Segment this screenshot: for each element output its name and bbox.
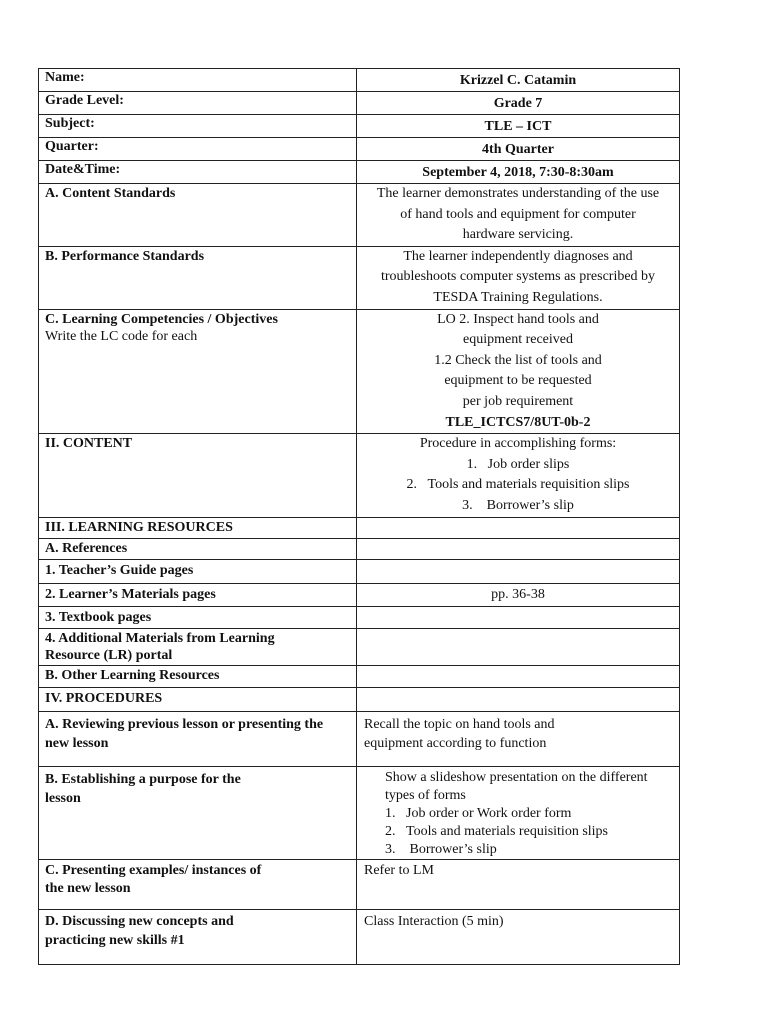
performance-standards-value [357,246,680,309]
row-learners-materials [39,583,680,606]
procedure-b-item [385,805,673,823]
procedure-c-line: the new lesson [45,881,131,896]
competency-line: per job requirement [462,393,574,409]
content-standards-value [357,184,680,247]
teachers-guide-label: 1. Teacher’s Guide pages [39,559,357,583]
learners-materials-value: pp. 36-38 [357,583,680,606]
row-name [39,69,680,92]
procedure-b-value [357,766,680,859]
content-item-num: 2. [406,477,417,493]
procedure-b-item-num: 3. [385,841,396,857]
date-label: Date&Time: [39,161,357,184]
row-references [39,538,680,559]
content-item [363,475,673,496]
grade-label: Grade Level: [39,92,357,115]
procedure-d-line: D. Discussing new concepts and [45,913,234,929]
content-standards-label: A. Content Standards [39,184,357,247]
competencies-label-cell [39,309,357,434]
row-textbook [39,606,680,628]
procedure-b-item [385,841,673,859]
competencies-sublabel: Write the LC code for each [45,329,198,345]
row-competencies [39,309,680,434]
procedure-b-intro: types of forms [385,787,466,803]
textbook-value [357,606,680,628]
content-intro: Procedure in accomplishing forms: [419,436,617,452]
name-value: Krizzel C. Catamin [357,69,680,92]
performance-standards-label: B. Performance Standards [39,246,357,309]
procedure-b-intro: Show a slideshow presentation on the different [385,769,648,785]
procedures-value [357,687,680,711]
procedure-a-line: new lesson [45,736,109,751]
performance-standards-line: TESDA Training Regulations. [433,289,603,305]
competency-line: 1.2 Check the list of tools and [434,352,602,368]
row-additional-materials [39,628,680,665]
row-procedures [39,687,680,711]
row-procedure-a [39,711,680,766]
row-performance-standards [39,246,680,309]
procedure-b-line: lesson [45,791,81,806]
content-item-text: Job order slips [487,456,570,472]
row-teachers-guide [39,559,680,583]
other-resources-label: B. Other Learning Resources [39,665,357,687]
lesson-plan-table [38,68,680,965]
row-procedure-c [39,859,680,909]
content-item-text: Tools and materials requisition slips [427,477,630,493]
textbook-label: 3. Textbook pages [39,606,357,628]
references-label: A. References [39,538,357,559]
procedure-b-item-num: 1. [385,805,396,821]
learning-resources-label: III. LEARNING RESOURCES [39,517,357,538]
row-content [39,434,680,517]
lc-code: TLE_ICTCS7/8UT-0b-2 [445,414,591,430]
name-label: Name: [39,69,357,92]
competency-line: equipment to be requested [444,373,592,389]
procedure-b-item-text: Borrower’s slip [409,841,497,857]
learners-materials-label: 2. Learner’s Materials pages [39,583,357,606]
procedure-a-value-line: Recall the topic on hand tools and [364,716,555,732]
procedure-b-item [385,823,673,841]
teachers-guide-value [357,559,680,583]
content-standards-line: The learner demonstrates understanding of the use [376,186,660,201]
procedure-a-value-line: equipment according to function [364,736,547,751]
procedure-d-value: Class Interaction (5 min) [357,909,680,964]
content-standards-line: hardware servicing. [462,227,574,243]
procedures-label: IV. PROCEDURES [39,687,357,711]
subject-value: TLE – ICT [357,115,680,138]
procedure-b-item-text: Tools and materials requisition slips [406,823,608,839]
procedure-b-item-text: Job order or Work order form [406,805,572,821]
content-standards-line: of hand tools and equipment for computer [400,206,636,222]
additional-materials-value [357,628,680,665]
additional-materials-label [39,628,357,665]
content-item-num: 1. [466,456,478,472]
procedure-a-value [357,711,680,766]
procedure-d-label [39,909,357,964]
quarter-value: 4th Quarter [357,138,680,161]
competencies-label: C. Learning Competencies / Objectives [45,311,278,327]
row-procedure-d [39,909,680,964]
quarter-label: Quarter: [39,138,357,161]
competency-line: LO 2. Inspect hand tools and [437,311,599,327]
content-value [357,434,680,517]
row-grade [39,92,680,115]
references-value [357,538,680,559]
row-subject [39,115,680,138]
procedure-b-item-num: 2. [385,823,396,839]
competencies-value [357,309,680,434]
performance-standards-line: troubleshoots computer systems as prescribed by [380,269,656,285]
procedure-b-line: B. Establishing a purpose for the [45,771,241,787]
procedure-a-line: A. Reviewing previous lesson or presenting the [45,716,324,732]
competency-line: equipment received [462,332,573,348]
date-value: September 4, 2018, 7:30-8:30am [357,161,680,184]
grade-value: Grade 7 [357,92,680,115]
content-item [363,496,673,517]
performance-standards-line: The learner independently diagnoses and [403,248,633,264]
learning-resources-value [357,517,680,538]
row-quarter [39,138,680,161]
subject-label: Subject: [39,115,357,138]
row-content-standards [39,184,680,247]
content-item-num: 3. [462,497,473,513]
content-item [363,455,673,476]
procedure-c-value: Refer to LM [357,859,680,909]
procedure-c-label [39,859,357,909]
row-other-resources [39,665,680,687]
other-resources-value [357,665,680,687]
additional-materials-line: Resource (LR) portal [45,648,173,663]
procedure-a-label [39,711,357,766]
additional-materials-line: 4. Additional Materials from Learning [45,630,275,646]
procedure-d-line: practicing new skills #1 [45,933,185,948]
content-item-text: Borrower’s slip [486,497,574,513]
row-date [39,161,680,184]
procedure-c-line: C. Presenting examples/ instances of [45,862,262,878]
row-learning-resources [39,517,680,538]
procedure-b-label [39,766,357,859]
row-procedure-b [39,766,680,859]
content-label: II. CONTENT [39,434,357,517]
